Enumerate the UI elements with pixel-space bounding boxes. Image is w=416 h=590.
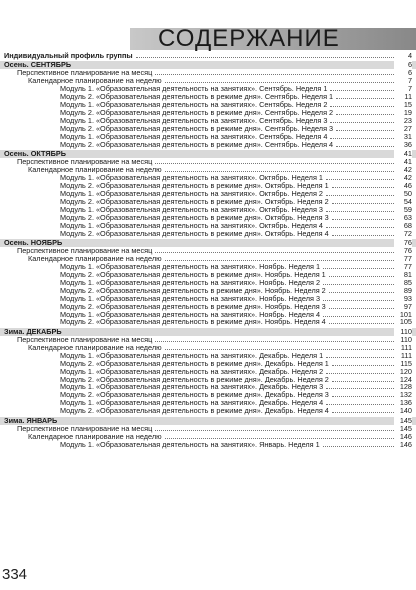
toc-entry-title: Зима. ДЕКАБРЬ — [4, 326, 62, 336]
toc-entry-title: Модуль 1. «Образовательная деятельность на занятиях». Ноябрь. Неделя 2 — [60, 277, 321, 287]
toc-entry-title: Модуль 2. «Образовательная деятельность в режиме дня». Октябрь. Неделя 2 — [60, 196, 329, 206]
toc-page-number: 46 — [394, 182, 412, 190]
toc-page-number: 77 — [394, 255, 412, 263]
toc-entry-title: Индивидуальный профиль группы — [4, 51, 133, 60]
toc-page-number: 124 — [394, 376, 412, 384]
toc-page-number: 36 — [394, 141, 412, 149]
toc-entry-title: Модуль 2. «Образовательная деятельность в режиме дня». Сентябрь. Неделя 3 — [60, 123, 334, 133]
toc-page-number: 145 — [394, 425, 412, 433]
toc-entry-title: Модуль 2. «Образовательная деятельность в режиме дня». Ноябрь. Неделя 1 — [60, 269, 326, 279]
toc-page-number: 146 — [394, 433, 412, 441]
toc-entry-row — [0, 230, 416, 238]
dot-leader — [165, 260, 394, 261]
toc-page-number: 41 — [394, 150, 412, 158]
toc-entry-title: Модуль 1. «Образовательная деятельность на занятиях». Ноябрь. Неделя 3 — [60, 293, 321, 303]
dot-leader — [330, 122, 394, 123]
dot-leader — [323, 268, 394, 269]
dot-leader — [165, 82, 394, 83]
dot-leader — [326, 195, 394, 196]
dot-leader — [329, 292, 394, 293]
dot-leader — [155, 341, 394, 342]
toc-entry-title: Модуль 2. «Образовательная деятельность в режиме дня». Сентябрь. Неделя 4 — [60, 139, 334, 149]
toc-page-number: 76 — [394, 247, 412, 255]
toc-page-number: 132 — [394, 391, 412, 399]
toc-entry-title: Модуль 1. «Образовательная деятельность на занятиях». Ноябрь. Неделя 4 — [60, 309, 321, 319]
toc-entry-row — [0, 318, 416, 326]
toc-entry-title: Модуль 2. «Образовательная деятельность в режиме дня». Сентябрь. Неделя 2 — [60, 108, 334, 118]
toc-entry-title: Модуль 2. «Образовательная деятельность в режиме дня». Ноябрь. Неделя 4 — [60, 317, 326, 327]
dot-leader — [136, 57, 394, 58]
toc-entry-title: Модуль 1. «Образовательная деятельность на занятиях». Сентябрь. Неделя 1 — [60, 84, 328, 94]
dot-leader — [336, 98, 394, 99]
dot-leader — [155, 430, 394, 431]
toc-entry-title: Календарное планирование на неделю — [28, 76, 162, 86]
toc-page-number: 41 — [394, 158, 412, 166]
toc-entry-title: Модуль 2. «Образовательная деятельность в режиме дня». Ноябрь. Неделя 3 — [60, 301, 326, 311]
toc-page-number: 101 — [394, 311, 412, 319]
dot-leader — [332, 381, 394, 382]
toc-page-number: 50 — [394, 190, 412, 198]
toc-entry-title: Календарное планирование на неделю — [28, 342, 162, 352]
dot-leader — [330, 138, 394, 139]
dot-leader — [165, 171, 394, 172]
dot-leader — [332, 203, 394, 204]
page-title: СОДЕРЖАНИЕ — [158, 25, 340, 52]
toc-page-number: 4 — [394, 52, 412, 60]
toc-page-number: 93 — [394, 295, 412, 303]
dot-leader — [332, 219, 394, 220]
toc-entry-title: Перспективное планирование на месяц — [17, 246, 153, 255]
toc-entry-title: Модуль 2. «Образовательная деятельность в режиме дня». Октябрь. Неделя 3 — [60, 212, 329, 222]
toc-entry-title: Модуль 2. «Образовательная деятельность в режиме дня». Декабрь. Неделя 2 — [60, 374, 329, 384]
toc-entry-title: Модуль 1. «Образовательная деятельность на занятиях». Сентябрь. Неделя 2 — [60, 100, 328, 110]
toc-entry-title: Модуль 1. «Образовательная деятельность на занятиях». Сентябрь. Неделя 4 — [60, 131, 328, 141]
dot-leader — [330, 106, 394, 107]
toc-page-number: 6 — [394, 61, 412, 69]
toc-page-number: 42 — [394, 166, 412, 174]
dot-leader — [332, 187, 394, 188]
dot-leader — [332, 396, 394, 397]
toc-page-number: 110 — [394, 336, 412, 344]
toc-page-number: 145 — [394, 417, 412, 425]
dot-leader — [165, 438, 394, 439]
table-of-contents — [0, 52, 416, 448]
toc-page-number: 81 — [394, 271, 412, 279]
toc-entry-title: Модуль 2. «Образовательная деятельность в режиме дня». Октябрь. Неделя 4 — [60, 228, 329, 238]
toc-entry-title: Модуль 2. «Образовательная деятельность в режиме дня». Декабрь. Неделя 4 — [60, 406, 329, 416]
toc-page-number: 19 — [394, 109, 412, 117]
dot-leader — [329, 323, 394, 324]
toc-page-number: 7 — [394, 77, 412, 85]
toc-entry-row — [0, 407, 416, 415]
toc-entry-title: Модуль 1. «Образовательная деятельность на занятиях». Декабрь. Неделя 4 — [60, 398, 324, 408]
dot-leader — [332, 412, 394, 413]
toc-page-number: 120 — [394, 368, 412, 376]
toc-entry-title: Модуль 2. «Образовательная деятельность в режиме дня». Ноябрь. Неделя 2 — [60, 285, 326, 295]
toc-entry-title: Календарное планирование на неделю — [28, 431, 162, 441]
toc-entry-title: Модуль 2. «Образовательная деятельность в режиме дня». Сентябрь. Неделя 1 — [60, 92, 334, 102]
toc-page-number: 140 — [394, 407, 412, 415]
toc-entry-title: Календарное планирование на неделю — [28, 165, 162, 175]
dot-leader — [155, 163, 394, 164]
toc-entry-title: Модуль 1. «Образовательная деятельность на занятиях». Октябрь. Неделя 3 — [60, 204, 323, 214]
toc-page-number: 146 — [394, 441, 412, 449]
toc-page-number: 85 — [394, 279, 412, 287]
toc-page-number: 72 — [394, 230, 412, 238]
toc-page-number: 97 — [394, 303, 412, 311]
dot-leader — [332, 365, 394, 366]
dot-leader — [323, 284, 394, 285]
toc-page-number: 115 — [394, 360, 412, 368]
toc-entry-title: Перспективное планирование на месяц — [17, 68, 153, 78]
toc-page-number: 15 — [394, 101, 412, 109]
toc-page-number: 27 — [394, 125, 412, 133]
dot-leader — [326, 373, 394, 374]
toc-entry-title: Модуль 1. «Образовательная деятельность на занятиях». Октябрь. Неделя 4 — [60, 220, 323, 230]
toc-page-number: 111 — [394, 344, 412, 352]
toc-page-number: 136 — [394, 399, 412, 407]
toc-page-number: 128 — [394, 383, 412, 391]
dot-leader — [326, 388, 394, 389]
dot-leader — [155, 74, 394, 75]
dot-leader — [326, 357, 394, 358]
toc-page-number: 68 — [394, 222, 412, 230]
toc-entry-title: Перспективное планирование на месяц — [17, 423, 153, 433]
toc-entry-title: Осень. ОКТЯБРЬ — [4, 149, 67, 159]
toc-entry-title: Перспективное планирование на месяц — [17, 157, 153, 167]
toc-page-number: 59 — [394, 206, 412, 214]
toc-entry-title: Модуль 2. «Образовательная деятельность в режиме дня». Декабрь. Неделя 3 — [60, 390, 329, 400]
toc-page-number: 89 — [394, 287, 412, 295]
dot-leader — [326, 179, 394, 180]
toc-entry-title: Зима. ЯНВАРЬ — [4, 415, 58, 425]
dot-leader — [329, 308, 394, 309]
toc-entry-title: Модуль 1. «Образовательная деятельность на занятиях». Сентябрь. Неделя 3 — [60, 116, 328, 125]
dot-leader — [326, 227, 394, 228]
toc-page-number: 23 — [394, 117, 412, 125]
toc-entry-title: Модуль 1. «Образовательная деятельность на занятиях». Ноябрь. Неделя 1 — [60, 261, 321, 271]
dot-leader — [165, 349, 394, 350]
toc-entry-title: Модуль 1. «Образовательная деятельность на занятиях». Октябрь. Неделя 1 — [60, 173, 323, 183]
toc-entry-row — [0, 141, 416, 149]
toc-page-number: 105 — [394, 318, 412, 326]
dot-leader — [336, 146, 394, 147]
toc-entry-title: Модуль 1. «Образовательная деятельность на занятиях». Январь. Неделя 1 — [60, 439, 320, 449]
toc-page-number: 11 — [394, 93, 412, 101]
dot-leader — [336, 130, 394, 131]
dot-leader — [326, 404, 394, 405]
toc-entry-title: Модуль 1. «Образовательная деятельность на занятиях». Октябрь. Неделя 2 — [60, 188, 323, 198]
toc-entry-title: Модуль 1. «Образовательная деятельность на занятиях». Декабрь. Неделя 2 — [60, 366, 324, 376]
toc-entry-title: Перспективное планирование на месяц — [17, 334, 153, 344]
toc-entry-row — [0, 441, 416, 449]
dot-leader — [336, 114, 394, 115]
toc-entry-title: Модуль 2. «Образовательная деятельность в режиме дня». Декабрь. Неделя 1 — [60, 358, 329, 368]
toc-page-number: 6 — [394, 69, 412, 77]
toc-page-number: 54 — [394, 198, 412, 206]
toc-page-number: 76 — [394, 239, 412, 247]
toc-entry-title: Модуль 1. «Образовательная деятельность на занятиях». Декабрь. Неделя 1 — [60, 350, 324, 360]
toc-entry-row — [0, 52, 416, 60]
page-number: 334 — [2, 566, 28, 583]
toc-page-number: 42 — [394, 174, 412, 182]
dot-leader — [323, 300, 394, 301]
dot-leader — [155, 252, 394, 253]
dot-leader — [326, 211, 394, 212]
toc-entry-title: Модуль 2. «Образовательная деятельность в режиме дня». Октябрь. Неделя 1 — [60, 181, 329, 190]
toc-page-number: 77 — [394, 263, 412, 271]
toc-entry-title: Осень. СЕНТЯБРЬ — [4, 60, 72, 70]
dot-leader — [323, 316, 394, 317]
toc-page-number: 31 — [394, 133, 412, 141]
dot-leader — [332, 235, 394, 236]
toc-page-number: 110 — [394, 328, 412, 336]
toc-page-number: 7 — [394, 85, 412, 93]
dot-leader — [329, 276, 394, 277]
dot-leader — [323, 446, 394, 447]
toc-entry-title: Осень. НОЯБРЬ — [4, 238, 63, 248]
toc-page-number: 63 — [394, 214, 412, 222]
toc-entry-title: Календарное планирование на неделю — [28, 253, 162, 263]
toc-page-number: 111 — [394, 352, 412, 360]
dot-leader — [330, 90, 394, 91]
toc-entry-title: Модуль 1. «Образовательная деятельность на занятиях». Декабрь. Неделя 3 — [60, 382, 324, 392]
